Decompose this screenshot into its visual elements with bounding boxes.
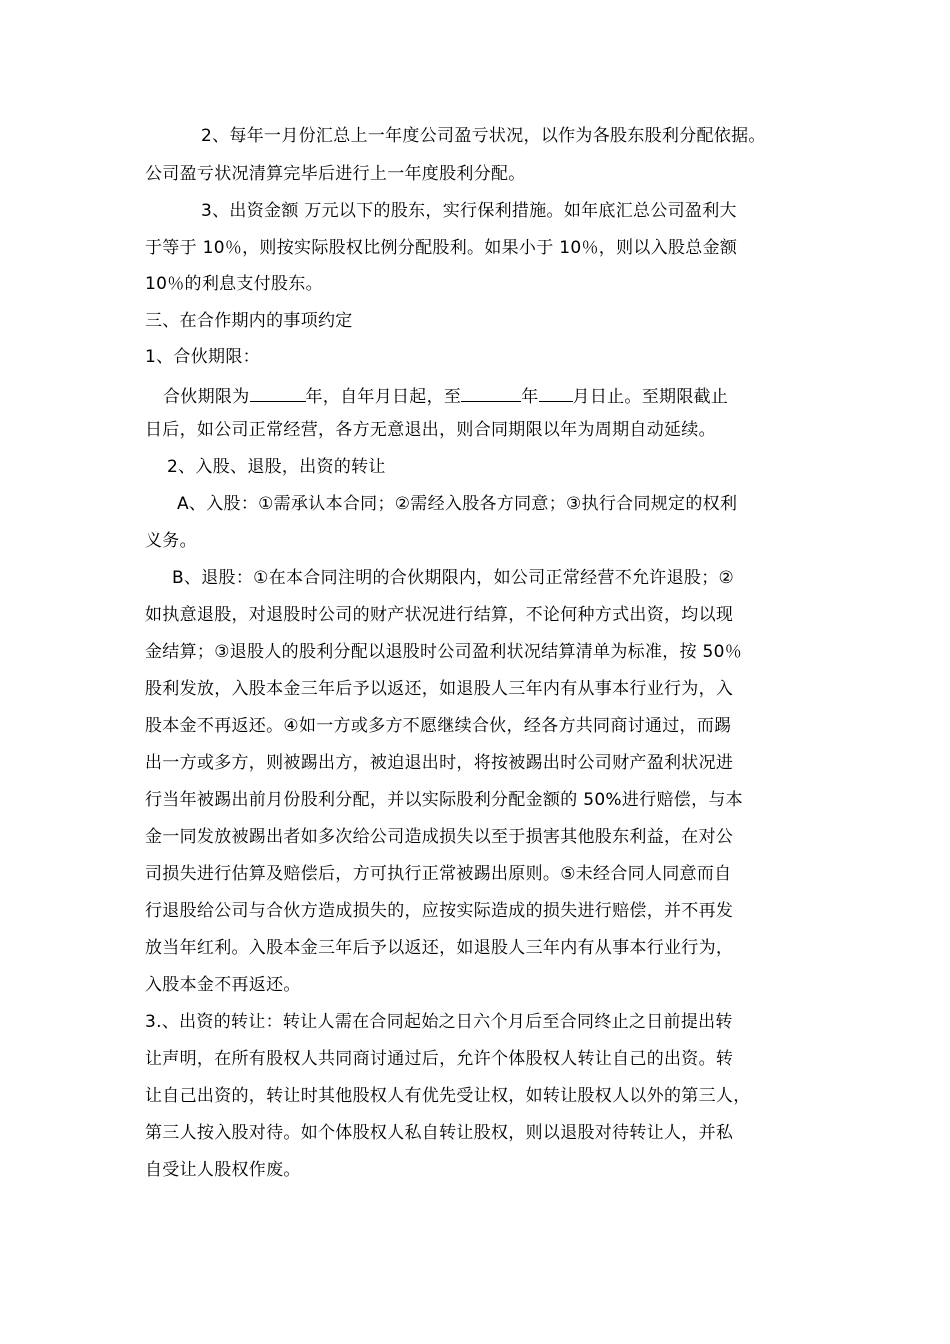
blank-field [461, 383, 521, 402]
text-line: 义务。 [145, 531, 197, 551]
text-line: 司损失进行估算及赔偿后，方可执行正常被踢出原则。⑤未经合同人同意而自 [145, 864, 732, 884]
text-line: 入股本金不再返还。 [145, 975, 301, 995]
text-line: 3.、出资的转让：转让人需在合同起始之日六个月后至合同终止之日前提出转 [145, 1012, 733, 1032]
blank-field [250, 383, 306, 402]
text-line: 出一方或多方，则被踢出方，被迫退出时，将按被踢出时公司财产盈利状况进 [145, 753, 734, 773]
text-line: 金一同发放被踢出者如多次给公司造成损失以至于损害其他股东利益，在对公 [145, 827, 734, 847]
text-line: 日后，如公司正常经营，各方无意退出，则合同期限以年为周期自动延续。 [145, 420, 716, 440]
text-line: 股本金不再返还。④如一方或多方不愿继续合伙，经各方共同商讨通过，而踢 [145, 716, 732, 736]
blank-field [539, 383, 573, 402]
text-line: B、退股：①在本合同注明的合伙期限内，如公司正常经营不允许退股；② [172, 568, 735, 588]
text-line: 10％的利息支付股东。 [145, 274, 323, 294]
subsection-heading: 2、入股、退股，出资的转让 [167, 457, 386, 477]
text-line: 3、出资金额 万元以下的股东，实行保利措施。如年底汇总公司盈利大 [201, 201, 737, 221]
text-line: 于等于 10％，则按实际股权比例分配股利。如果小于 10％，则以入股总金额 [145, 238, 738, 258]
text-line: 2、每年一月份汇总上一年度公司盈亏状况，以作为各股东股利分配依据。 [201, 126, 766, 146]
text-line: 放当年红利。入股本金三年后予以返还，如退股人三年内有从事本行业行为， [145, 938, 734, 958]
text-line: 金结算；③退股人的股利分配以退股时公司盈利状况结算清单为标准，按 50％ [145, 642, 743, 662]
term-text-3: 年 [521, 387, 539, 407]
text-line: 让自己出资的，转让时其他股权人有优先受让权，如转让股权人以外的第三人， [145, 1086, 751, 1106]
text-line: 如执意退股，对退股时公司的财产状况进行结算，不论何种方式出资，均以现 [145, 605, 734, 625]
text-line: 行当年被踢出前月份股利分配，并以实际股利分配金额的 50%进行赔偿，与本 [145, 790, 743, 810]
text-line: 股利发放，入股本金三年后予以返还，如退股人三年内有从事本行业行为，入 [145, 679, 734, 699]
text-line: A、入股：①需承认本合同；②需经入股各方同意；③执行合同规定的权利 [177, 494, 738, 514]
text-line: 让声明，在所有股权人共同商讨通过后，允许个体股权人转让自己的出资。转 [145, 1049, 734, 1069]
term-text-1: 合伙期限为 [163, 387, 250, 407]
term-text-4: 月日止。至期限截止 [572, 387, 729, 407]
text-line: 公司盈亏状况清算完毕后进行上一年度股利分配。 [145, 164, 526, 184]
text-line: 行退股给公司与合伙方造成损失的，应按实际造成的损失进行赔偿，并不再发 [145, 901, 734, 921]
section-heading: 三、在合作期内的事项约定 [145, 311, 353, 331]
text-line: 第三人按入股对待。如个体股权人私自转让股权，则以退股对待转让人，并私 [145, 1123, 734, 1143]
term-text-2: 年，自年月日起，至 [305, 387, 462, 407]
text-line: 自受让人股权作废。 [145, 1160, 301, 1180]
term-line [163, 383, 728, 405]
subsection-heading: 1、合伙期限： [145, 347, 260, 367]
